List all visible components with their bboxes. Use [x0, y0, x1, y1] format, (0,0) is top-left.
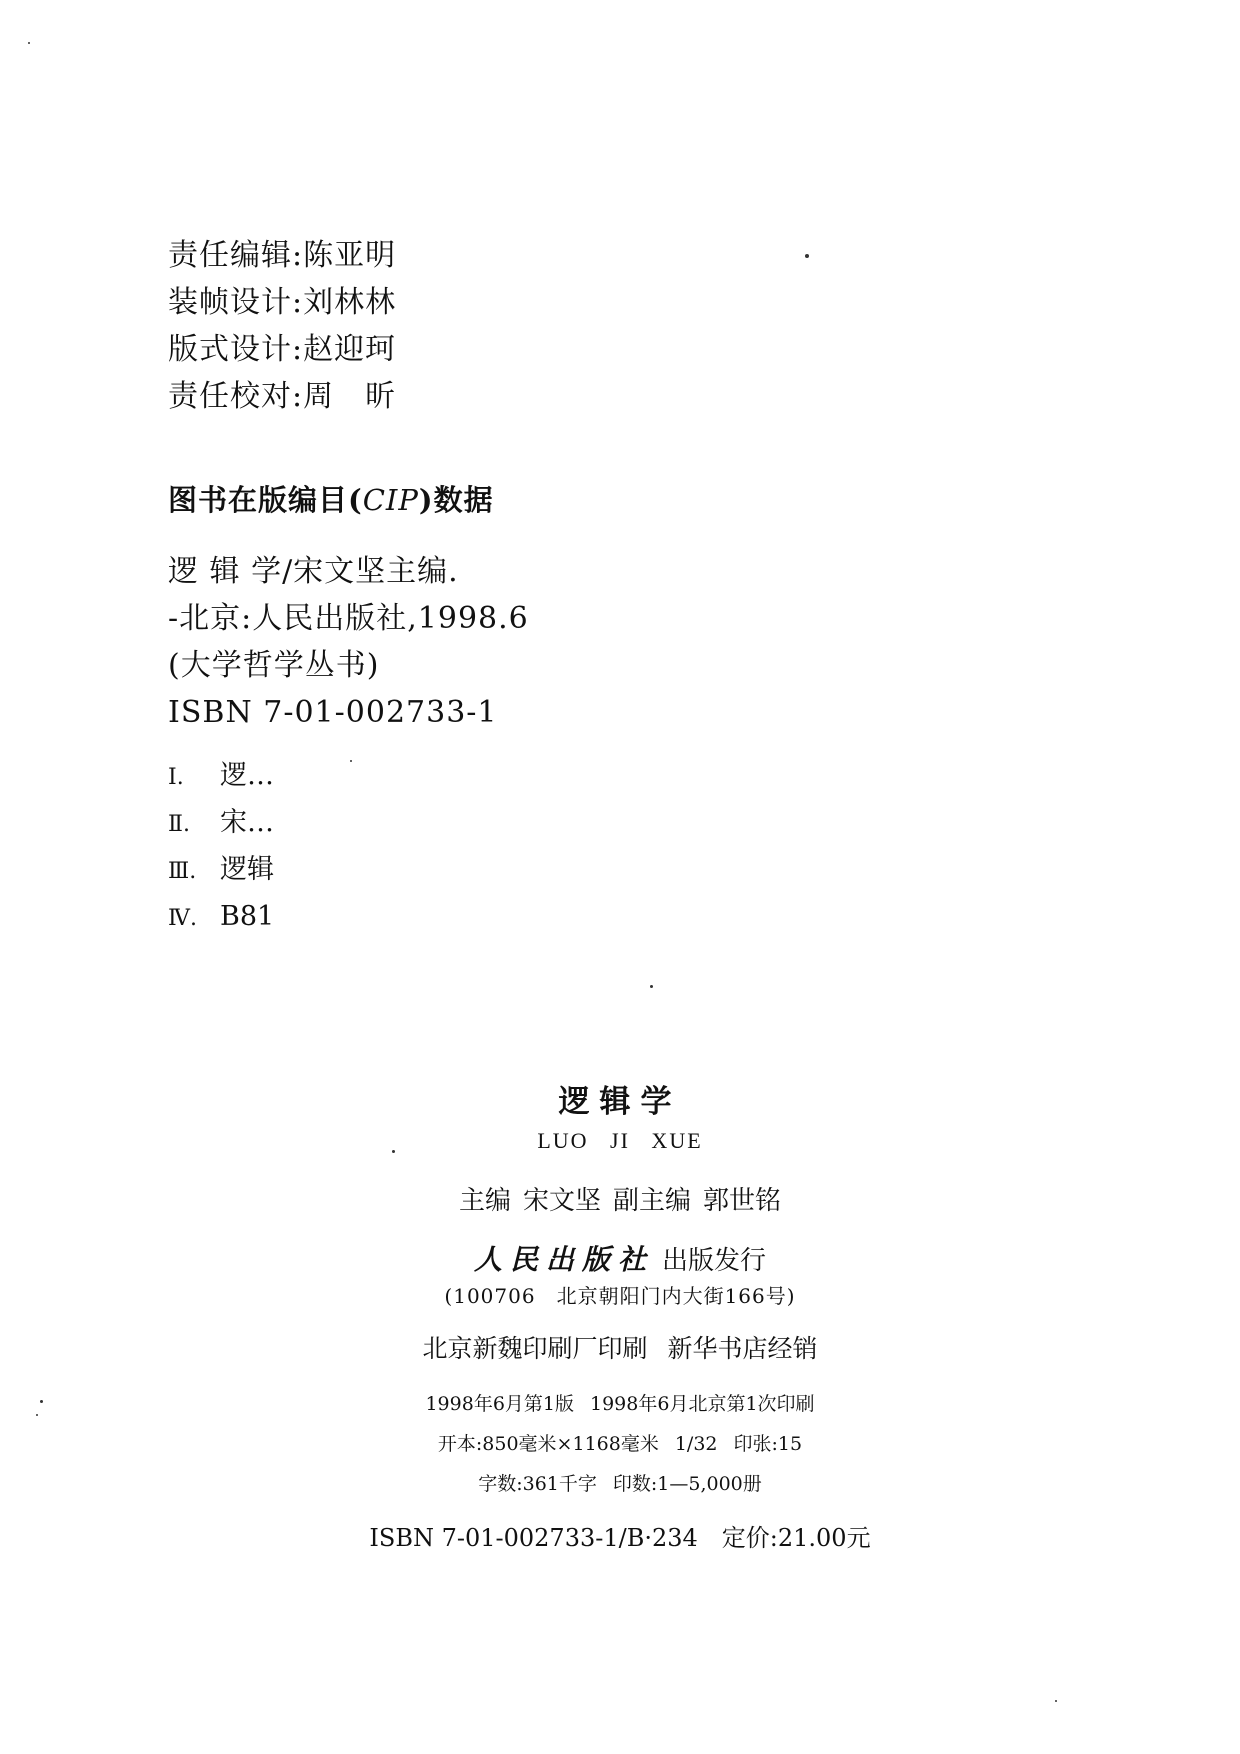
editor-name: 宋文坚 — [522, 1186, 601, 1216]
publisher-address: (100706 北京朝阳门内大街166号) — [444, 1284, 796, 1308]
full-isbn: ISBN 7-01-002733-1/B·234 — [369, 1524, 698, 1552]
credit-proofreader: 责任校对:周 昕 — [168, 379, 397, 414]
cip-heading — [168, 478, 494, 519]
edition-line — [340, 1384, 900, 1424]
cip-isbn-line: ISBN 7-01-002733-1 — [168, 695, 498, 730]
scan-speck — [392, 1150, 395, 1153]
cip-heading-before: 图书在版编目( — [168, 483, 363, 517]
editors-line — [340, 1180, 900, 1222]
publisher-line — [340, 1240, 900, 1280]
word-count: 字数:361千字 — [478, 1473, 597, 1495]
pinyin-title: LUO JI XUE — [537, 1128, 703, 1153]
count-line — [340, 1464, 900, 1504]
format-info: 开本:850毫米×1168毫米 — [437, 1433, 659, 1455]
classification-number: Ⅱ. — [168, 812, 190, 837]
sheets-info: 印张:15 — [733, 1433, 803, 1455]
format-fraction: 1/32 — [674, 1433, 718, 1455]
printer-name: 北京新魏印刷厂印刷 — [422, 1334, 648, 1363]
cip-publisher-line: -北京:人民出版社,1998.6 — [168, 601, 529, 636]
printer-line — [340, 1328, 900, 1370]
publisher-suffix: 出版发行 — [662, 1246, 767, 1276]
printing-info: 1998年6月北京第1次印刷 — [590, 1393, 815, 1415]
classification-item — [168, 752, 568, 799]
classification-text: 逻辑 — [220, 854, 274, 885]
cip-record — [168, 548, 768, 736]
classification-text: 宋… — [220, 807, 274, 838]
publisher-name: 人民出版社 — [473, 1243, 654, 1276]
cip-series-line: (大学哲学丛书) — [168, 648, 380, 683]
isbn-price-line — [340, 1516, 900, 1560]
classification-text: B81 — [220, 901, 275, 932]
edition-info: 1998年6月第1版 — [425, 1393, 574, 1415]
classification-item — [168, 893, 568, 940]
classification-number: Ⅰ. — [168, 765, 184, 790]
classification-text: 逻… — [220, 760, 274, 791]
editor-label: 主编 — [458, 1186, 511, 1216]
scan-speck — [36, 1414, 38, 1416]
scan-speck — [805, 254, 809, 258]
cip-heading-after: )数据 — [418, 483, 494, 517]
scan-speck — [1055, 1700, 1057, 1702]
credit-layout-design: 版式设计:赵迎珂 — [168, 332, 397, 367]
scan-speck — [650, 985, 653, 988]
format-line — [340, 1424, 900, 1464]
classification-item — [168, 799, 568, 846]
cip-heading-italic: CIP — [362, 483, 419, 517]
scan-speck — [40, 1400, 43, 1403]
classification-number: Ⅲ. — [168, 859, 197, 884]
classification-item — [168, 846, 568, 893]
cip-title-line: 逻 辑 学/宋文坚主编. — [168, 554, 459, 589]
classification-list — [168, 752, 568, 940]
credit-binding-design: 装帧设计:刘林林 — [168, 285, 397, 320]
price: 定价:21.00元 — [721, 1524, 871, 1552]
deputy-editor-label: 副主编 — [613, 1186, 692, 1216]
print-run: 印数:1—5,000册 — [612, 1473, 762, 1495]
credits-block — [168, 232, 688, 420]
classification-number: Ⅳ. — [168, 906, 197, 931]
book-title: 逻辑学 — [558, 1084, 682, 1120]
distributor-name: 新华书店经销 — [667, 1334, 818, 1363]
credit-responsible-editor: 责任编辑:陈亚明 — [168, 238, 397, 273]
deputy-editor-name: 郭世铭 — [703, 1186, 782, 1216]
scan-speck — [28, 42, 30, 44]
colophon-block — [340, 1080, 900, 1560]
scan-speck — [350, 760, 352, 762]
